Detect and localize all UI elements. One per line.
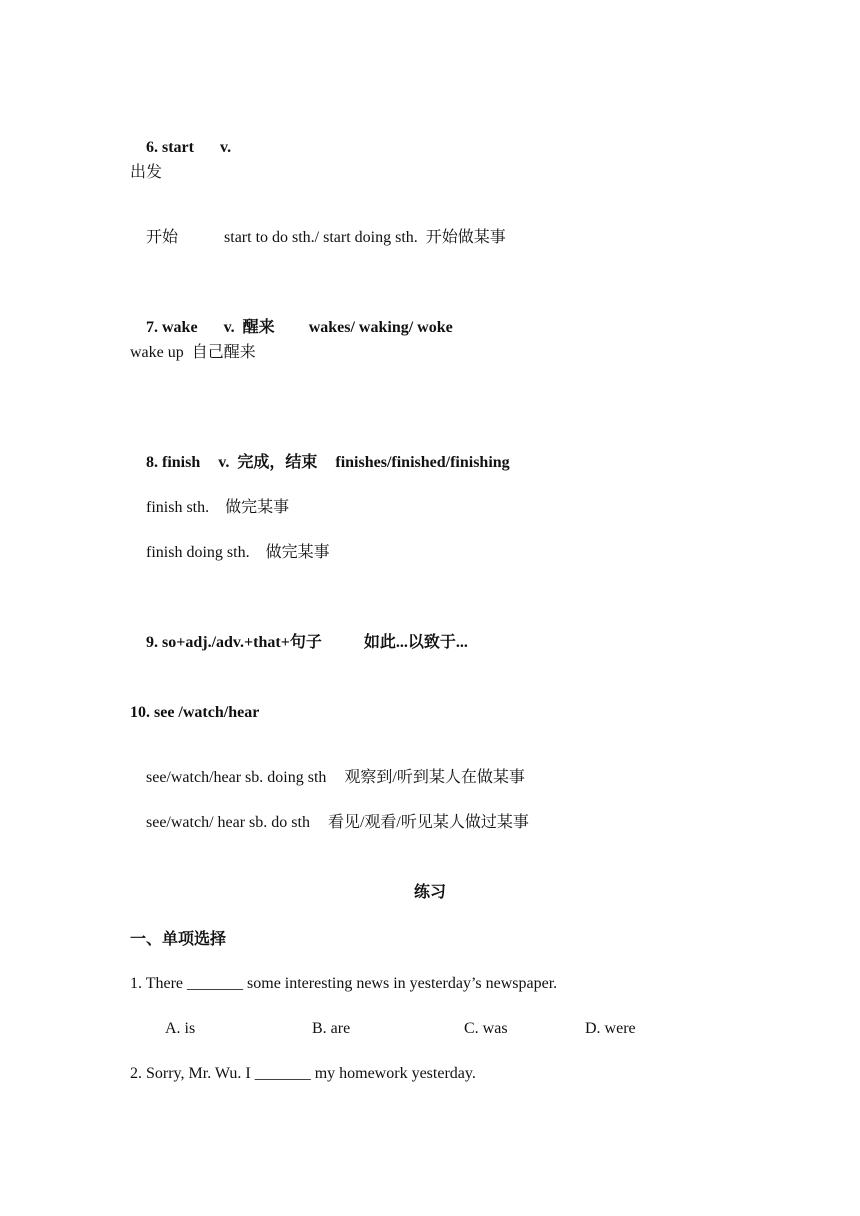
item-6-word: 6. start (146, 139, 194, 156)
item-7-forms: wakes/ waking/ woke (308, 319, 453, 336)
item-8-line2-en: finish doing sth. (146, 544, 250, 561)
item-10-line2 (130, 793, 529, 853)
item-8-forms: finishes/finished/finishing (335, 454, 510, 471)
item-8-line1-cn: 做完某事 (225, 499, 290, 516)
q1-option-c: C. was (464, 1020, 508, 1037)
item-9-meaning: 如此...以致于... (363, 634, 468, 651)
item-10-line1-cn: 观察到/听到某人在做某事 (344, 769, 525, 786)
q1-option-a: A. is (165, 1020, 196, 1037)
item-7-word: 7. wake (146, 319, 198, 336)
item-9-heading (130, 613, 468, 673)
q1-option-b: B. are (312, 1020, 351, 1037)
exercise-title: 练习 (413, 884, 446, 901)
item-6-pos: v. (219, 139, 232, 156)
item-9-pattern: 9. so+adj./adv.+that+句子 (146, 634, 322, 651)
item-10-heading: 10. see /watch/hear (130, 704, 260, 721)
question-2: 2. Sorry, Mr. Wu. I _______ my homework yesterday. (130, 1065, 476, 1082)
item-8-pos: v. 完成，结束 (218, 454, 318, 471)
item-10-line1-en: see/watch/hear sb. doing sth (146, 769, 327, 786)
item-8-line2-cn: 做完某事 (265, 544, 330, 561)
item-10-line2-en: see/watch/ hear sb. do sth (146, 814, 310, 831)
question-1: 1. There _______ some interesting news in yesterday’s newspaper. (130, 975, 558, 992)
section-1-heading: 一、单项选择 (130, 931, 227, 948)
item-6-line2 (130, 208, 506, 268)
item-8-line2 (130, 523, 330, 583)
item-8-line1-en: finish sth. (146, 499, 210, 516)
item-10-line2-cn: 看见/观看/听见某人做过某事 (327, 814, 529, 831)
item-6-line1: 出发 (130, 164, 163, 181)
item-7-line1: wake up 自己醒来 (130, 344, 256, 361)
item-6-line2-en: start to do sth./ start doing sth. 开始做某事 (224, 229, 506, 246)
item-8-word: 8. finish (146, 454, 201, 471)
item-6-line2-cn: 开始 (146, 229, 179, 246)
item-7-pos: v. 醒来 (223, 319, 275, 336)
q1-option-d: D. were (585, 1020, 636, 1037)
